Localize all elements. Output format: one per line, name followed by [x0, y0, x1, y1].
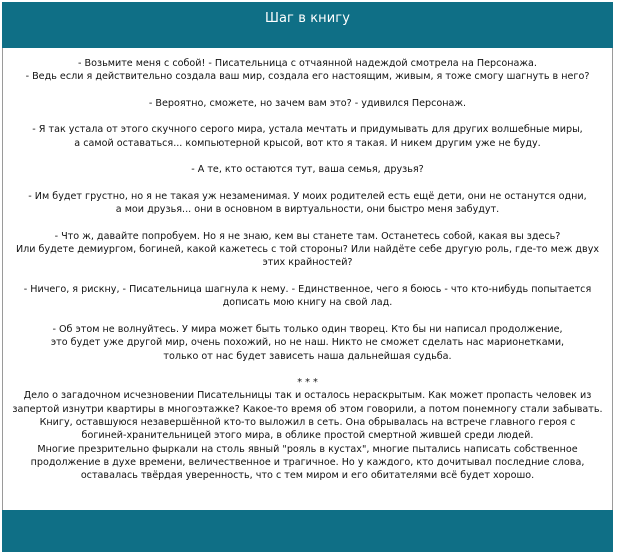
text-line: - Что ж, давайте попробуем. Но я не знаю, кем вы станете там. Останетесь собой, какая вы здесь? [54, 230, 561, 242]
paragraph [12, 57, 603, 84]
text-line: Многие презрительно фыркали на столь явный "рояль в кустах", многие пытались написать собственное [37, 443, 578, 455]
text-line: - Возьмите меня с собой! - Писательница с отчаянной надеждой смотрела на Персонажа. [78, 58, 537, 69]
paragraph [12, 376, 603, 482]
text-line: Дело о загадочном исчезновении Писательницы так и осталось нераскрытым. Как может пропасть человек из [23, 390, 592, 402]
story-text [12, 57, 603, 483]
text-line: только от нас будет зависеть наша дальнейшая судьба. [163, 350, 452, 362]
text-line: - Ведь если я действительно создала ваш мир, создала его настоящим, живым, я тоже смогу шагнуть в него? [25, 71, 590, 83]
text-line: - Об этом не волнуйтесь. У мира может быть только один творец. Кто бы ни написал продолжение, [52, 323, 563, 335]
footer-bar [2, 510, 613, 552]
text-line: запертой изнутри квартиры в многоэтажке? Какое-то время об этом говорили, а потом понемногу стали забывать. [12, 403, 603, 415]
text-line: а мои друзья... они в основном в виртуальности, они быстро меня забудут. [115, 204, 500, 216]
text-line: Книгу, оставшуюся незавершённой кто-то выложил в сеть. Она обрывалась на встрече главного героя с [39, 417, 576, 429]
section-separator: * * * [297, 377, 318, 389]
paragraph [12, 123, 603, 150]
paragraph [12, 323, 603, 363]
text-line: этих крайностей? [262, 257, 353, 269]
text-line: - А те, кто остаются тут, ваша семья, друзья? [191, 164, 424, 176]
text-line: Или будете демиургом, богиней, какой кажетесь с той стороны? Или найдёте себе другую роль, где-то меж двух [15, 244, 600, 256]
text-line: оставалась твёрдая уверенность, что с тем миром и его обитателями всё будет хорошо. [80, 470, 535, 482]
text-line: - Вероятно, сможете, но зачем вам это? - удивился Персонаж. [148, 97, 467, 109]
page-title: Шаг в книгу [264, 11, 351, 26]
text-line: это будет уже другой мир, очень похожий, но не наш. Никто не сможет сделать нас марионетками, [50, 337, 565, 349]
text-line: дописать мою книгу на свой лад. [222, 297, 393, 309]
header-bar [2, 2, 613, 48]
paragraph [12, 283, 603, 310]
text-line: - Я так устала от этого скучного серого мира, устала мечтать и придумывать для других волшебные миры, [32, 124, 583, 136]
paragraph [12, 97, 603, 110]
paragraph [12, 163, 603, 176]
text-line: - Им будет грустно, но я не такая уж незаменимая. У моих родителей есть ещё дети, они не останутся одни, [28, 190, 587, 202]
text-line: - Ничего, я рискну, - Писательница шагнула к нему. - Единственное, чего я боюсь - что кто-нибудь попытается [23, 284, 592, 296]
paragraph [12, 230, 603, 270]
text-line: а самой оставаться... компьютерной крысой, вот кто я такая. И никем другим уже не буду. [74, 137, 541, 149]
paragraph [12, 190, 603, 217]
text-line: продолжение в духе времени, величественное и трагичное. Но у каждого, кто дочитывал последние слова, [30, 456, 585, 468]
text-line: богиней-хранительницей этого мира, в облике простой смертной жившей среди людей. [81, 430, 534, 442]
